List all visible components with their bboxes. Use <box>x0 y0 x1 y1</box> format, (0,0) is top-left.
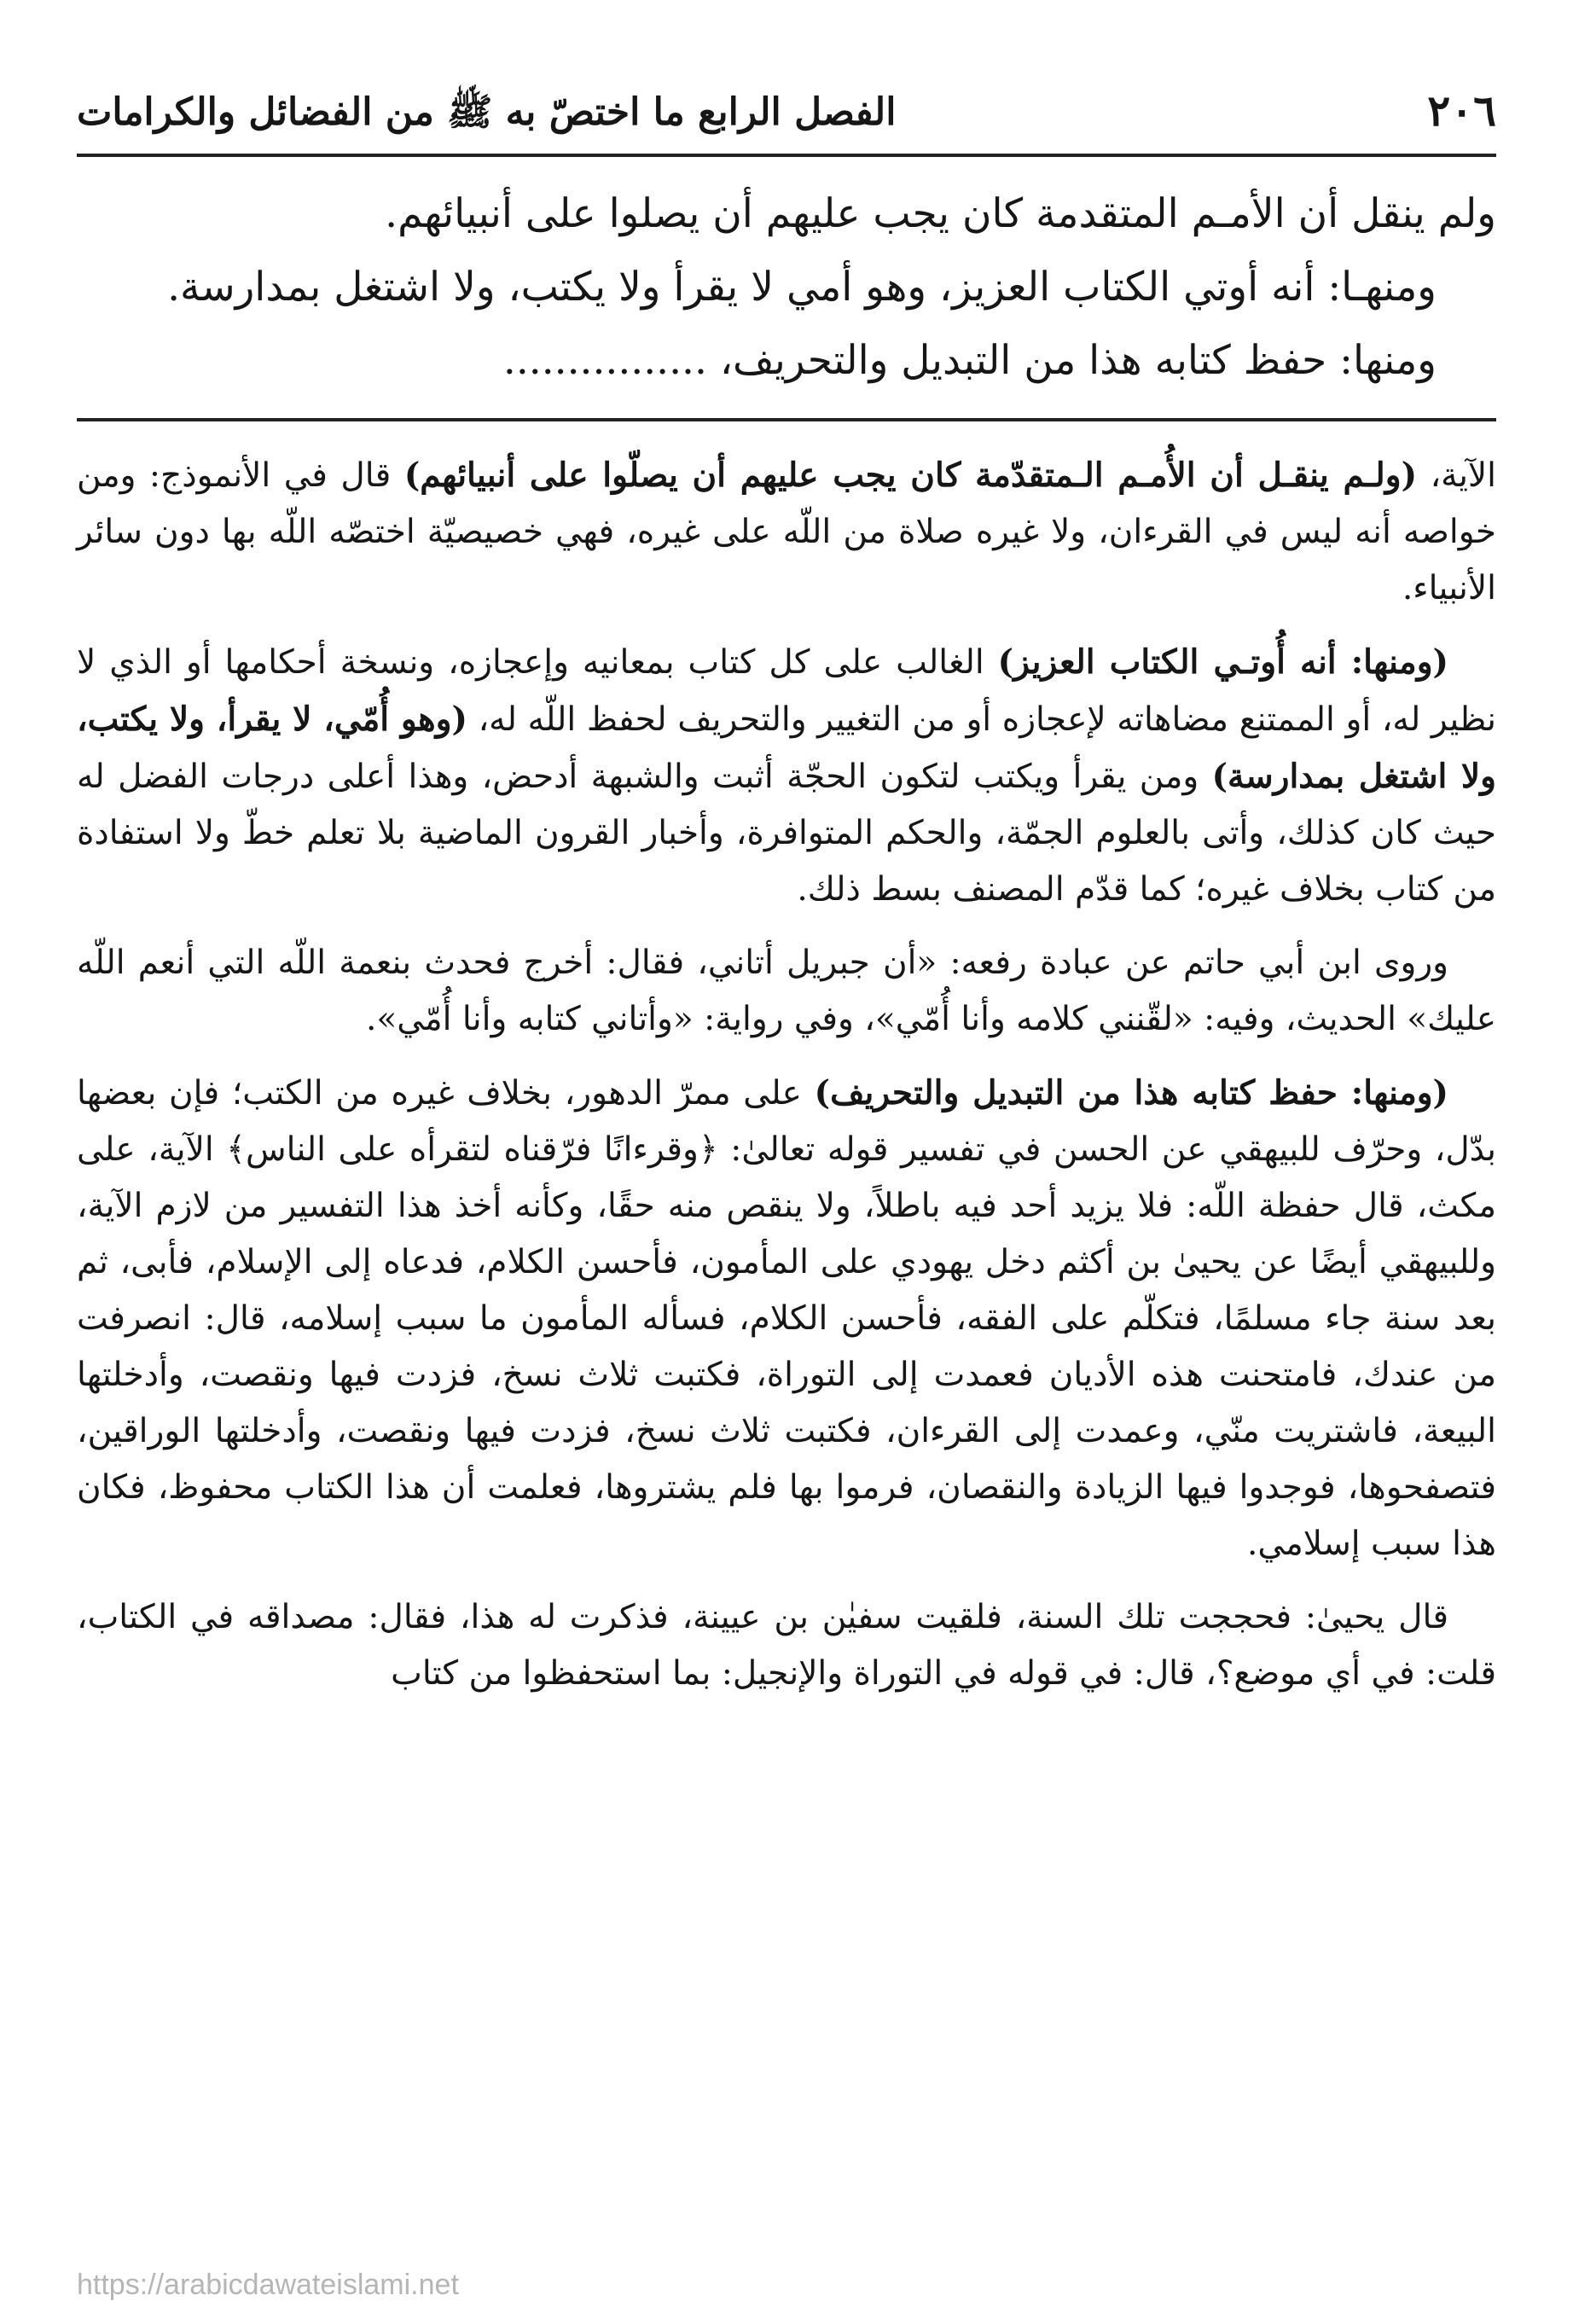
commentary-paragraph <box>77 634 1496 918</box>
main-text <box>77 177 1496 398</box>
quoted-main-text: (ومنها: حفظ كتابه هذا من التبديل والتحريف) <box>814 1073 1449 1113</box>
book-page <box>77 77 1496 2324</box>
commentary-paragraph <box>77 1065 1496 1572</box>
running-header <box>77 77 1496 157</box>
commentary-text-run: الغالب على كل كتاب بمعانيه وإعجازه، ونسخة أحكامها أو الذي لا نظير له، أو الممتنع مضاهاته لإعجازه أو من التغيير والتحريف لحفظ اللّه له، <box>77 643 1496 739</box>
commentary-paragraph: وروى ابن أبي حاتم عن عبادة رفعه: «أن جبريل أتاني، فقال: أخرج فحدث بنعمة اللّه التي أنعم اللّه عليك» الحديث، وفيه: «لقّنني كلامه وأنا أُمّي»، وفي رواية: «وأتاني كتابه وأنا أُمّي». <box>77 944 1496 1038</box>
commentary-paragraph <box>77 447 1496 617</box>
ellipsis-dots: ................ <box>502 337 707 384</box>
commentary-lead: الآية، <box>1417 456 1496 495</box>
commentary-text <box>77 447 1496 1702</box>
commentary-text-run: قال في الأنموذج: ومن خواصه أنه ليس في القرءان، ولا غيره صلاة من اللّه على غيره، فهي خصيصيّة اختصّه اللّه بها دون سائر الأنبياء. <box>77 456 1496 607</box>
main-text-paragraph: ومنهـا: أنه أوتي الكتاب العزيز، وهو أمي لا يقرأ ولا يكتب، ولا اشتغل بمدارسة. <box>167 264 1437 311</box>
section-divider <box>77 418 1496 421</box>
watermark-url: https://arabicdawateislami.net <box>77 2269 459 2301</box>
quoted-main-text: (وهو أُمّي، لا يقرأ، ولا يكتب، ولا اشتغل بمدارسة) <box>77 700 1496 796</box>
commentary-text-run: على ممرّ الدهور، بخلاف غيره من الكتب؛ فإن بعضها بدّل، وحرّف للبيهقي عن الحسن في تفسير قوله تعالىٰ: ﴿وقرءانًا فرّقناه لتقرأه على الناس﴾ الآية، على مكث، قال حفظة اللّه: فلا يزيد أحد فيه باطلاً، ولا ينقص منه حقًا، وكأنه أخذ هذا التفسير من لازم الآية، وللبيهقي أيضًا عن يحيىٰ بن أكثم دخل يهودي على المأمون، فأحسن الكلام، فدعاه إلى الإسلام، فأبى، ثم بعد سنة جاء مسلمًا، فتكلّم على الفقه، فأحسن الكلام، فسأله المأمون ما سبب إسلامه، قال: انصرفت من عندك، فامتحنت هذه الأديان فعمدت إلى التوراة، فكتبت ثلاث نسخ، فزدت فيها ونقصت، وأدخلتها البيعة، فاشتريت منّي، وعمدت إلى القرءان، فكتبت ثلاث نسخ، فزدت فيها ونقصت، وأدخلتها الوراقين، فتصفحوها، فوجدوا فيها الزيادة والنقصان، فرموا بها فلم يشتروها، فعلمت أن هذا الكتاب محفوظ، فكان هذا سبب إسلامي. <box>77 1074 1496 1563</box>
main-text-paragraph <box>77 324 1496 398</box>
main-text-line: ومنها: حفظ كتابه هذا من التبديل والتحريف، <box>719 337 1437 384</box>
commentary-text-run: ومن يقرأ ويكتب لتكون الحجّة أثبت والشبهة أدحض، وهذا أعلى درجات الفضل له حيث كان كذلك، وأتى بالعلوم الجمّة، والحكم المتوافرة، وأخبار القرون الماضية بلا تعلم خطّ ولا استفادة من كتاب بخلاف غيره؛ كما قدّم المصنف بسط ذلك. <box>77 758 1496 909</box>
main-text-paragraph: ولم ينقل أن الأمـم المتقدمة كان يجب عليهم أن يصلوا على أنبيائهم. <box>385 190 1496 237</box>
quoted-main-text: (ولـم ينقـل أن الأُمـم الـمتقدّمة كان يجب عليهم أن يصلّوا على أنبيائهم) <box>403 456 1418 495</box>
chapter-title: الفصل الرابع ما اختصّ به ﷺ من الفضائل والكرامات <box>77 90 897 134</box>
quoted-main-text: (ومنها: أنه أُوتـي الكتاب العزيز) <box>997 642 1448 682</box>
page-number: ٢٠٦ <box>1427 85 1496 136</box>
commentary-paragraph: قال يحيىٰ: فحججت تلك السنة، فلقيت سفيٰن بن عيينة، فذكرت له هذا، فقال: مصداقه في الكتاب، قلت: في أي موضع؟، قال: في قوله في التوراة والإنجيل: بما استحفظوا من كتاب <box>77 1598 1496 1693</box>
